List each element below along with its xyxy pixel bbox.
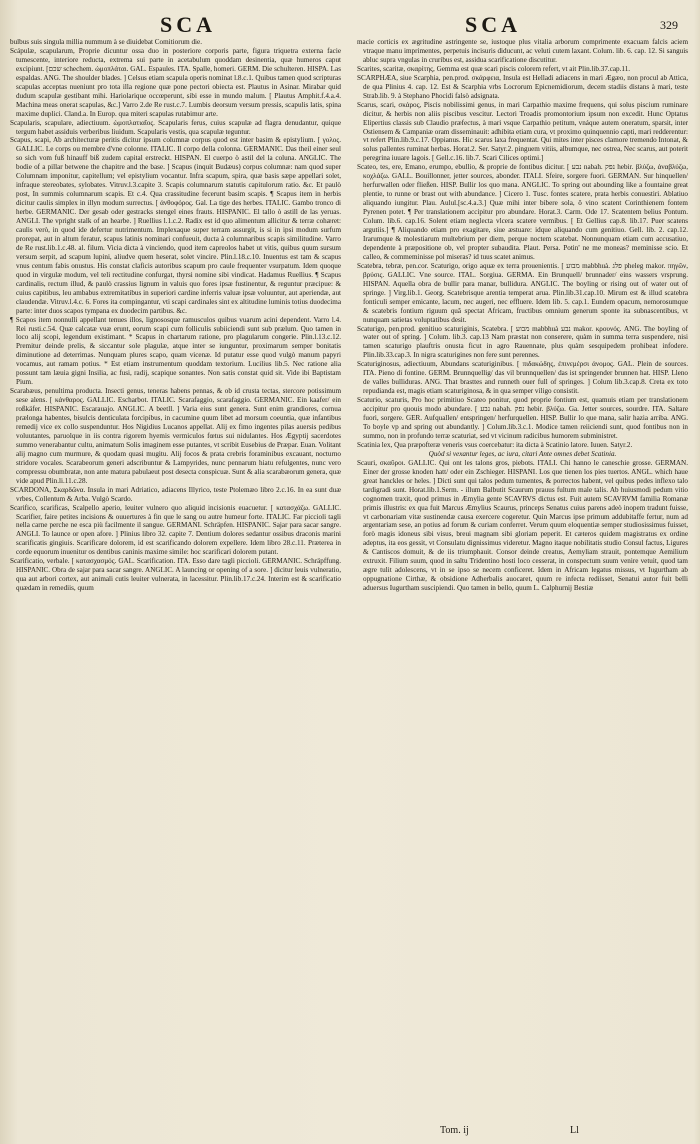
entry-scarphaea: SCARPHÆA, siue Scarphia, pen.prod. σκάρφεια, Insula est Helladi adiacens in mari Ægæo, non procul ab Attica, de qua Plinius 4. cap. 12. Est & Scarphia vrbs Locrorum Epicnemidiorum, decem stadiis distans à mari, teste Strab.lib. 9. à Stephano Phocidi falsò adsignata. bbox=[357, 73, 688, 100]
entry-scaturigo: Scaturigo, pen.prod. genitiuo scaturiginis, Scatebra. [ מבוע mabbhuà נבע makor. κρουνός. ANG. The boyling of water out of spring. ] Colum. lib.3. cap.13 Nam præstat non conserere, quàm in summa terra suspendere, nisi tamen scaturigo plauftris onusta ficut in agro Rauennate, plus quàm sesquipedem prohibeat infodere. Plin.lib.33.cap.3. In nigra scaturigines non fere sunt perennes. bbox=[357, 324, 688, 360]
entry-scaturiginosus: Scaturiginosus, adiectiuum, Abundans scaturiginibus. [ πιδακώδης, ἐπινεμέρσι ἀνομος. GAL. Plein de sources. ITA. Pieno di fontine. GERM. Brunnquellig/ das vil brunnquellen/ das ist springender brunnen hat. HISP. Lleno de valles bulliduras. ANG. That brasttes and runneth ouer full of springes. ] Colum lib.3.cap.8. Creta ex toto repudianda est, magis etiam scaturiginosa, & in qua semper viligo consistit. bbox=[357, 360, 688, 396]
entry-scarites: Scarites, scaritæ, σκαρίτης, Gemma est quæ scari piscis colorem refert, vt ait Plin.lib.37.cap.11. bbox=[357, 64, 631, 73]
entry-bulbus-fragment: bulbus suis singula millia nummum à se diuidebat Comitiorum die. bbox=[10, 38, 202, 46]
entry-scaturio: Scaturio, scaturis, Pro hoc primitiuo Scateo ponitur, quod proprie fontium est, quamuis etiam per translationem accipitur pro quouis modo abundare. [ נבע nabah. נפק hebir. βλύζω. Ga. Jetter sources, sourdre. ITA. Saltare fuori, sorgere. GER. Aufquallen/ entspringen/ herfurquellen. HISP. Bullir lo que mana, salir hazia arriba. ANG. To boyle vp and spring out abundantly. ] Colum.lib.3.c.1. Modice tamen reiiciendi sunt, quod fontibus non in summo, non in profundo terræ scaturiat, sed vt vicinum radicibus humorem subministret. bbox=[357, 396, 688, 440]
page-number: 329 bbox=[660, 18, 678, 32]
entry-scarus: Scarus, scari, σκάρος, Piscis nobilissimi genus, in mari Carpathio maxime frequens, qui solus piscium ruminare dicitur, & herbis non aliis piscibus vescitur. Lectori Troadis promontorium ipsum non excedit. Hunc Optatus Elipertius classis sub Claudio præfectus, à mari vsque Carpathio petitum, vnáque autem oneratum, sparsit, inter Ostiensem & Campaniæ oram disseminauit: adhibita etiam cura, vt proximo quinquennio capti, mari redderentur: vt refert Plin.lib.9.c.17. Oppianus. Hic scarus laxa frequentat. Qui mites inter pisces clamore tremendo Intonat, & solus pallentes ruminat herbas. Horat.2. Ser. Satyr.2. pinguem vitiis, albumque, nec ostrea, Nec scarus, aut poterit peregrina iuuare lagois. [ Gell.c.16. lib.7. Scari Cilices optimi.] bbox=[357, 100, 688, 163]
entry-scarificatio-continued: macie corticis ex ægritudine astringente se, iustoque plus vitalia arborum comprimente exacuam falcis aciem vtraque manu imprimentes, perpetuis incisuris diducunt, ac veluti cutem laxant. Colum. lib. 6. cap. 12. Si sanguis abluc supra vngulas in cruribus est, assidua scarificatione discutitur. bbox=[357, 38, 688, 64]
entry-scauri: Scauri, σκαῦροι. GALLIC. Qui ont les talons gros, piebots. ITALI. Chi hanno le caneschie grosse. GERMAN. Einer der grosse knoden hatt/ oder ein Zschieger. HISPANI. Los que tienen los pies tuertos. ANGL. which haue great hanckles or heles. ] Dicti sunt qui talos pedum tumentes, & porrectos habent, vel quibus pedes inflexo talo tardigradi sunt. Horat.lib.1.Serm. - illum Balbutit Scaurum prauus fultum male talis. Ab huiusmodi pedum vitio cognomen traxit, quod primus in Æmylia gente SCAVRVS dictus est. Fuit autem SCAVRVM familia Romanæ primis illustris: ex qua fuit Marcus Æmylius Scaurus, princeps Senatus cuius parens adeò inopem tradunt fuisse, vt carbonariam vitæ sustinendæ causa exercere cogeretur. Quin Marcus ipse primum addubitaffe fertur, num ad argentariam sese, an potius ad forum & curiam conferret. Verum quum eloquentiæ semper studiosissimus fuisset, forò magis idoneus sibi visus, breui magnam sibi gloriam peperit. Et cæteros quidem magistratus ex ordine adeptus, ita eos gessit, vt Consulatu dignissimus videretur. Magno itaque nobilitatis studio Consul factus, Ligures & Cantiscos domuit, & de iis triumphauit. Consor deinde creatus, Aemyliam strauit, pontemque Aemilium extruxit. Filium suum, quod in saltu Tridentino hosti loco cesserat, in conspectum suum venire vetuit, quod tam ægre tulit adolescens, vt in se ipso se necem conficeret. Idem in Africam legatus missus, vt Iugurtham ab oppugnatione Cirthæ, & obsidione Adherbalis auocaret, quum re infecta rediisset, Senatui autor fuit belli aduersus Iugurtham suscipiendi. Quo tamen in bello, quum L. Calphurnij Bestiæ bbox=[357, 458, 688, 593]
entry-scateo: Scateo, tes, ere, Emano, erumpo, ebullio, & proprie de fontibus dicitur. [ נבע nabah. נפק hebir. βλύζω, ἀναβλύζω, κοχλάζω. GALL. Bouillonner, jetter sources, abonder. ITALI. Sfeire, sorgere fuori. GERMAN. Sur hinquellen/ herfurwallen oder fließen. HISP. Bullir los quo mana. ANGLIC. To spring out abounding like a fountaine great plentie, to runne or brast out with abundance. ] Cicero 1. Tusc. fontes scatere, prata herbis conuestiri. Ablatiuo aliquando iungitur. Plau. Aulul.[sc.4.a.3.] Quæ mihi inter bibere sola, ô vino scatent Corinthienem fontem Pyrenen potet. ¶ Per translationem accipitur pro abundare. Horat.3. Carm. Ode 17. Scatentem belius Pontum. Colum. lib.6. cap.16. Solent etiam neglecta vlcera scatere vermibus. [ Et Gellius cap.8. lib.17. Puer scatens argutiis.] ¶ Aliquando etiam pro exagitare, siue æstuare: idque aliquando cum genitiuo. Gell. lib. 2. cap.12. Irarumque & molestiarum multebrium per diem, perque noctem scatebat. Nonnunquam etiam cum accusatiuo, dependente à præpositione ob, vel propter subaudita. Plaut. Persa. Potin' ne me moneas? meminisse scio. Et calleo, & commeminisse pol miseras? id tuus scatet animus. bbox=[357, 163, 688, 261]
running-head-left: SCA bbox=[160, 12, 217, 37]
signature-mark: Ll bbox=[570, 1125, 579, 1136]
text-columns bbox=[10, 38, 688, 1124]
entry-scarificatio: Scarificatio, verbale. [ κατασχασμός. GAL. Scarification. ITA. Esso dare tagli piccioli. GERMANIC. Schräpffung. HISPANIC. Obra de sajar para sacar sangre. ANGLIC. A launcing or opening of a sore. ] dicitur leuis vulneratio, qua aut arbori cortex, aut animali cutis leuiter vulnerata, in lacessitur. Plin.lib.17.c.24. Interim est & scarificatio quædam in remediis, quum bbox=[10, 557, 341, 593]
running-head-right: SCA bbox=[465, 12, 522, 37]
page-footer bbox=[10, 1124, 688, 1138]
entry-scatinia-lex: Scatinia lex, Qua præpofteræ veneris vsus coercebatur: ita dicta à Scatinio latore. Iuuen. Satyr.2. bbox=[357, 440, 633, 449]
verse-quotation: Quòd si vexantur leges, ac iura, citari Ante omnes debet Scatinia. bbox=[428, 449, 617, 458]
entry-scapulae: Scápulæ, scapularum, Proprie dicuntur ossa duo in posteriore corporis parte, figura triquetra externa facie tumescente, interiore reducta, extrema sui parte in acetabulum quoddam desinentia, quæ humeros caput excipiunt. [שכם schechem. ὠμοπλάται. GAL. Espaules. ITA. Spalle, homeri. GERM. Die schulteren. HISPA. Las espaldas. ANG. The shoulder blades. ] Celsus etiam scapula operis nominat l.8.c.1. Quibus tamen quod scripturas scapulas acceptas nueniunt pro tota illa regione quæ pone pectori obiecta est. Plautus in Asinar. Mirabar quid dudum scapulæ gestibant mihi. Hariolarique occœperunt, sibi esse in mundo malum. [ Plautus Amphit.f.4.a.4. Machina meas onerat scapulas, &c.] Varro 2.de Re rust.c.7. Lumbis deorsum versum pressis, scapulis latis, spina maxime duplici. Cland.a. In Europ. qua miteri scapulas rutabimur arte. bbox=[10, 46, 341, 118]
right-column bbox=[357, 38, 688, 1124]
left-column bbox=[10, 38, 341, 1124]
page-header bbox=[10, 8, 688, 38]
entry-scarifico: Scarifico, scarificas, Scalpello aperio, leuiter vulnero quo aliquid incisionis euacuetur. [ κατασχάζω. GALLIC. Scarifier, faire petites incisions & ouuertures à fin que le sang ou autre humeur forte. ITALIC. Far piccioli tagli nella carne perche ne esca più facilmente il sangue. GERMANI. Schräpfen. HISPANIC. Sajar para sacar sangre. ANGLI. To launce or open afore. ] Plinius libro 32. capite 7. Dentium dolores sedantur ossibus draconis marini scarificatis gingiuis. Scarificare dolorem, id est scarificando dolorem expellere. Idem libro 28.c.11. Præterea in corde equorum inuenitur os dentibus caninis maxime simile: hoc scarificari dolorem putant. bbox=[10, 503, 341, 557]
entry-scardona: SCARDONA, Σκαρδῶνα. Insula in mari Adriatico, adiacens Illyrico, teste Ptolemæo libro 2.c.16. In ea sunt duæ vrbes, Collentum & Arba. Vulgò Scardo. bbox=[10, 485, 341, 503]
volume-mark: Tom. ij bbox=[440, 1125, 469, 1136]
entry-scatebra: Scatebra, tebræ, pen.cor. Scaturigo, origo aquæ ex terra prouenientis. [ מבוע mabbhuà. פלג pheleg makor. πηγῶν, βρύσις. GALLIC. Vne source. ITAL. Sorgiua. GERMA. Ein Brunquell/ brunnader/ eins wassers vrsprung. HISPAN. Aquella obra de bullir para manar, bullidura. ANGLIC. The boyling or rising out of water out of springe. ] Virg.lib.1. Georg. Scatebrisque arentia temperat arua. Plin.lib.31.cap.10. Mirum est & illud scatebra fonticuli semper emicante, lacum, nec augeri, nec effluere. Idem lib. 5. cap.1. Eundem opacum, nemorosumque & scatebris fontium riguum quâ spectat Africam, fructibus omnium generum sponte ita subnascentibus, vt nunquam satietas voluptatibus desit. bbox=[357, 261, 688, 324]
entry-scarabaeus: Scarabæus, penultima producta. Insecti genus, teneras habens pennas, & ob id crusta tectas, stercore potissimum sese alens. [ κάνθαρος. GALLIC. Escharbot. ITALIC. Scarafaggio, scarafaggio. GERMANIC. Ein kaafer/ ein roßkäfer. HISPANIC. Escarauajo. ANGLIC. A beetll. ] Varia eius sunt genera. Sunt enim grandiores, cornua prælonga habentes, bisulcis denticulata forcipibus, in cacumine quum libet ad morsum coeuntia, quæ infantibus remedij vice ex collo suspenduntur. Hos Nigidius Lucanos appellat. Alij ex fimo ingentes pilas auersis pedibus voluutantes, paruolque in iis contra rigorem hyemis vermiculos fœtus sui nidulantes. Hos Ægyptij sacerdotes summo venerabantur cultu, animatum Solis imaginem esse putantes, vt scribit Eusebius de Præpar. Euan. Volitant alij magno cum murmure, & quodam quasi mugitu. Alij focos & prata crebris foraminibus excauant, nocturno stridore vocales. Scarabeorum generi adscribuntur & Lampyrides, nunc pennarum hiatu refulgentes, nunc vero compressu obumbratæ, non ante matura pabulaeut post desecta conspicuæ. Sunt & alia scarabæorum genera, quæ vide apud Plin.li.11.c.28. bbox=[10, 387, 341, 485]
entry-scapularis: Scapularis, scapulare, adiectiuum. ὠμοπλατιαῖος. Scapularis ferus, cuius scapulæ ad flagra denudantur, quique tergum habet assiduis verberibus liuidum. Scapularis vestis, qua scapulæ teguntur. bbox=[10, 118, 341, 136]
entry-scapus: Scapus, scapi, Ab architecturæ peritis dicitur ipsum columnæ corpus quod est inter basim & epistylium. [ γολος. GALLIC. Le corps ou membre d'vne colonne. ITALIC. Il corpo della colonna. GERMANIC. Das theil einer seul so sich vom fuß hinauff biß zudem capital erstreckt. HISPAN. El cuerpo ò astil del la coluna. ANGLIC. The bodie of a pillar betwene the chapitre and the base. ] Scapus (inquit Budæus) corpus columnæ: nam quod super Columnam imponitur, capitellum; vel epistylium vocantur. Infra scapum, spira, quæ basis sæpe appellari solet, infraque stereobates, sylobates. Vitruv.l.3.capite 3. Scapis columnarum statutis capitulorum ratio. &c. Et paulò post, In summis columnarum scapis. Et c.4. Qua crassitudine fecerunt basim scapis. ¶ Scapus item in herbis dicitur caulis simplex in illyn modum surrectus. [ ἀνθοφόρος. Gal. La tige des herbes. ITALIC. Gambo tronco di herbe. GERMANIC. Der gesab oder gestracks stengel eines frauts. HISPANIC. El tallo ò astill de las yeruas. ANGLI. The vpright stalk of an hearbe. ] Ruellius l.1.c.2. Radix est id quo alimentum allicitur & terræ cohæret: caulis verò, in quod ide defertur nutrimentum. Implexaque super terram assurgit, is si in ipsi modum surfum prorepat, aut in altum feratur, scapus latinis nominari confueuit, ducta à columnaribus scapis similitudine. Varro de Re rust.lib.1.c.48. al. filum. Vicia dicta à vinciendo, quod item capreolos habet ut vitis, quibus quum sursum versum serpit, ad scapum lupini, aliudve quem heserat, solet vincire. Plin.l.18.c.10. Inuentus est tam & scapus vnus centum fabis onustus. His constat claficis autoribus scapum pro caule frequenter vsurpatum. Idem quoque quod in virgulæ modum, vel teli rectitudine confurgat, thyrsi nomine sibi vindicat. Hadamus Ruellius. ¶ Scapus cardinalis, rectum illud, & paulò crassius lignum in valuis quo fores ipsæ fustinentur, & reguntur præcipue: & cuius capitibus, leu ambabus extremitatibus in superiori cardine inferris valuæ ipsæ voluuntur, aut aperiendæ, aut claudendæ. Vitruv.l.4.c. 6. Fores ita compingantur, vti scapi cardinales sint ex altitudine luminis totius duodecima parte: inter duos scapos tympana ex duodecim partibus. &c. bbox=[10, 136, 341, 315]
entry-scapus-continued: ¶ Scapos item nonnulli appellant tenues illos, lignososque ramusculos quibus vuarum acini dependent. Varro l.4. Rei rusti.c.54. Quæ calcatæ vuæ erunt, eorum scapi cum folliculis subiiciendi sunt sub prælum. Quo tamen in loco alij scopi, legendum existimant. * Scapus in chartarum ratione, pro plagularum congerie. Plin.l.13.c.12. Premitur deinde prelis, & siccantur sole plagulæ, atque inter se iunguntur, proximarum semper bonitatis diminutione ad deterrimas. Nunquam plures scapo, quam vicenæ. Id putatur esse quod vulgò manum papyri vocamus, aut ramam potius. * Est etiam instrumentum quoddam textorium. Lucilius lib.5. Nec ratione alia possunt tam læuia gigni Insilia, ac fusi, radij, scapique sonantes. Non satis constat quid sit. Vide ibi Baptistam Pium. bbox=[10, 315, 341, 387]
